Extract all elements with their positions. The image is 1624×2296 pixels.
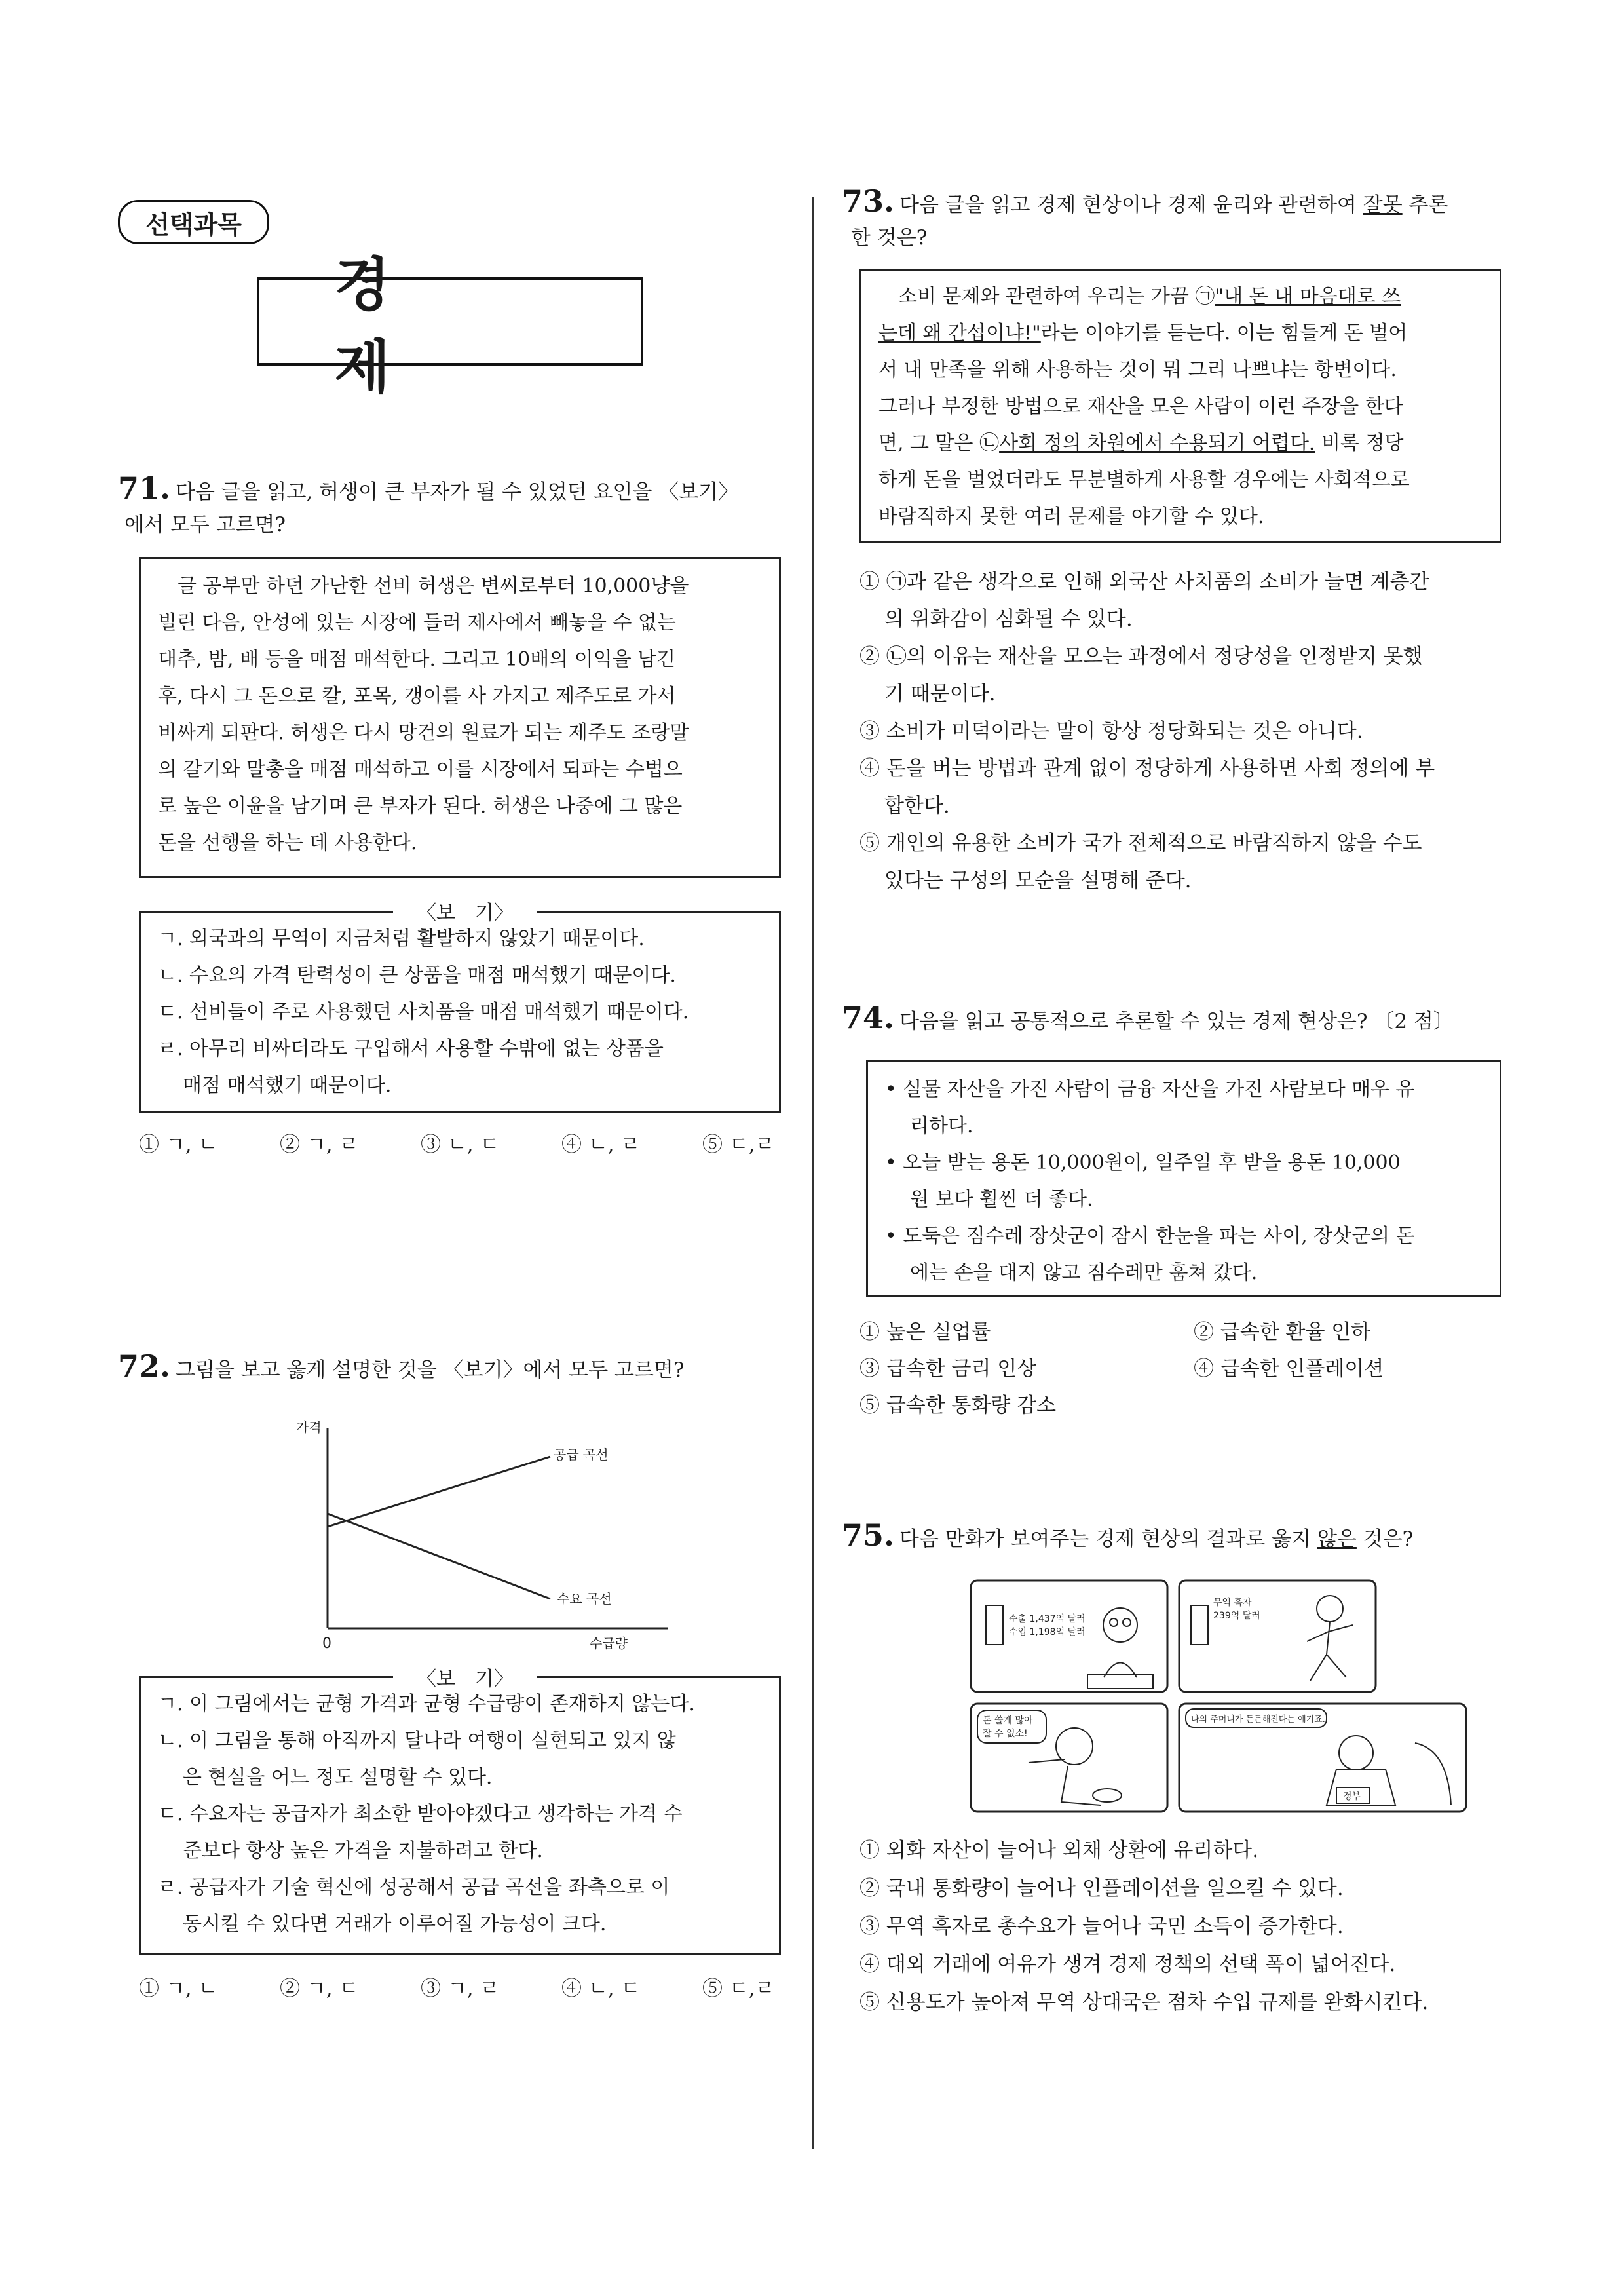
option-3[interactable]: ③ 급속한 금리 인상 [859,1357,1037,1381]
option-2[interactable]: ② ㄱ, ㄷ [280,1977,359,2000]
svg-text:나의 주머니가 든든해진다는 얘기죠.: 나의 주머니가 든든해진다는 얘기죠. [1191,1715,1325,1725]
option-5[interactable]: ⑤ 개인의 유용한 소비가 국가 전체적으로 바람직하지 않을 수도 [859,832,1422,855]
question-72-bogi-box: ㄱ. 이 그림에서는 균형 가격과 균형 수급량이 존재하지 않는다. ㄴ. 이 그림을 통해 아직까지 달나라 여행이 실현되고 있지 않 은 현실을 어느 정도 설명할 수 있다. ㄷ. 수요자는 공급자가 최소한 받아야겠다고 생각하는 가격 수 준보다 항상 높은 가격을 지불하려고 한다. ㄹ. 공급자가 기술 혁신에 성공해서 공급 곡선을 좌측으로 이 동시킬 수 있다면 거래가 이루어질 가능성이 크다. [139,1676,781,1955]
supply-curve-label: 공급 곡선 [554,1447,609,1463]
person-face-icon [1339,1736,1373,1770]
svg-text:잘 수 없소!: 잘 수 없소! [983,1729,1028,1739]
question-72-stem: 72. 그림을 보고 옳게 설명한 것을 〈보기〉에서 모두 고르면? [118,1349,685,1384]
trade-surplus-cartoon [970,1579,1467,1815]
subject-title: 경 제 [257,277,643,366]
demand-curve [328,1514,550,1599]
option-1[interactable]: ① 높은 실업률 [859,1320,991,1344]
question-73-stem: 73. 다음 글을 읽고 경제 현상이나 경제 윤리와 관련하여 잘못 추론 한 것은? [842,183,1448,250]
option-5[interactable]: ⑤ 신용도가 높아져 무역 상대국은 점차 수입 규제를 완화시킨다. [859,1991,1429,2014]
option-2[interactable]: ② ㉡의 이유는 재산을 모으는 과정에서 정당성을 인정받지 못했 [859,645,1423,668]
option-3[interactable]: ③ ㄴ, ㄷ [421,1133,500,1157]
subject-category-badge: 선택과목 [118,200,269,244]
column-divider [812,197,814,2149]
question-71-bogi-box: ㄱ. 외국과의 무역이 지금처럼 활발하지 않았기 때문이다. ㄴ. 수요의 가격 탄력성이 큰 상품을 매점 매석했기 때문이다. ㄷ. 선비들이 주로 사용했던 사치품을 매점 매석했기 때문이다. ㄹ. 아무리 비싸더라도 구입해서 사용할 수밖에 없는 상품을 매점 매석했기 때문이다. [139,911,781,1113]
question-75-stem: 75. 다음 만화가 보여주는 경제 현상의 결과로 옳지 않은 것은? [842,1518,1414,1553]
option-4[interactable]: ④ ㄴ, ㄷ [561,1977,641,2000]
demand-curve-label: 수요 곡선 [557,1591,612,1607]
option-1[interactable]: ① ㄱ, ㄴ [139,1133,218,1157]
question-74-statements: • 실물 자산을 가진 사람이 금융 자산을 가진 사람보다 매우 유 리하다. • 오늘 받는 용돈 10,000원이, 일주일 후 받을 용돈 10,000 원 보다 훨씬 더 좋다. • 도둑은 짐수레 장삿군이 잠시 한눈을 파는 사이, 장삿군의 돈 에는 손을 대지 않고 짐수레만 훔쳐 갔다. [866,1060,1501,1297]
option-5[interactable]: ⑤ 급속한 통화량 감소 [859,1394,1057,1417]
option-1[interactable]: ① ㉠과 같은 생각으로 인해 외국산 사치품의 소비가 늘면 계층간 [859,570,1429,594]
tv-icon [1191,1605,1208,1645]
graph-y-label: 가격 [296,1419,322,1435]
supply-demand-graph [282,1412,675,1655]
svg-text:수출 1,437억 달러: 수출 1,437억 달러 [1009,1614,1086,1624]
person-face-icon [1103,1608,1137,1642]
question-71-passage: 글 공부만 하던 가난한 선비 허생은 변씨로부터 10,000냥을 빌린 다음, 안성에 있는 시장에 들러 제사에서 빼놓을 수 없는 대추, 밤, 배 등을 매점 매석한다. 그리고 10배의 이익을 남긴 후, 다시 그 돈으로 칼, 포목, 갱이를 사 가지고 제주도로 가서 비싸게 되판다. 허생은 다시 망건의 원료가 되는 제주도 조랑말 의 갈기와 말총을 매점 매석하고 이를 시장에서 되파는 수법으 로 높은 이윤을 남기며 큰 부자가 된다. 허생은 나중에 그 많은 돈을 선행을 하는 데 사용한다. [139,557,781,878]
option-2[interactable]: ② 급속한 환율 인하 [1194,1320,1371,1344]
question-71-number: 71. [118,470,171,506]
question-71-options [139,1128,794,1161]
graph-x-label: 수급량 [590,1636,628,1651]
question-74-options [859,1314,1515,1424]
question-74-number: 74. [842,1000,895,1035]
option-1[interactable]: ① ㄱ, ㄴ [139,1977,218,2000]
tv-icon [986,1605,1003,1645]
question-72-options [139,1972,794,2005]
option-5[interactable]: ⑤ ㄷ,ㄹ [702,1977,775,2000]
svg-text:돈 쓸게 많아: 돈 쓸게 많아 [983,1715,1033,1726]
svg-text:정부: 정부 [1343,1791,1361,1802]
question-73-number: 73. [842,183,895,219]
option-1[interactable]: ① 외화 자산이 늘어나 외채 상환에 유리하다. [859,1839,1259,1862]
option-2[interactable]: ② ㄱ, ㄹ [280,1133,359,1157]
svg-text:수입 1,198억 달러: 수입 1,198억 달러 [1009,1627,1086,1637]
supply-curve [328,1457,550,1527]
graph-origin-label: 0 [322,1636,331,1652]
option-4[interactable]: ④ 급속한 인플레이션 [1194,1357,1384,1381]
option-3[interactable]: ③ ㄱ, ㄹ [421,1977,500,2000]
question-71-stem: 71. 다음 글을 읽고, 허생이 큰 부자가 될 수 있었던 요인을 〈보기〉 에서 모두 고르면? [118,470,739,537]
question-73-options: ① ㉠과 같은 생각으로 인해 외국산 사치품의 소비가 늘면 계층간 의 위화감이 심화될 수 있다. ② ㉡의 이유는 재산을 모으는 과정에서 정당성을 인정받지 못했 기 때문이다. ③ 소비가 미덕이라는 말이 항상 정당화되는 것은 아니다. ④ 돈을 버는 방법과 관계 없이 정당하게 사용하면 사회 정의에 부 합한다. ⑤ 개인의 유용한 소비가 국가 전체적으로 바람직하지 않을 수도 있다는 구성의 모순을 설명해 준다. [859,564,1515,900]
question-75-number: 75. [842,1518,895,1553]
question-75-options [859,1831,1515,2021]
question-72-bogi-title: 〈보 기〉 [393,1662,537,1691]
svg-text:무역 흑자: 무역 흑자 [1213,1598,1252,1608]
option-2[interactable]: ② 국내 통화량이 늘어나 인플레이션을 일으킬 수 있다. [859,1877,1344,1900]
option-4[interactable]: ④ ㄴ, ㄹ [561,1133,641,1157]
svg-text:239억 달러: 239억 달러 [1213,1611,1260,1621]
option-3[interactable]: ③ 무역 흑자로 총수요가 늘어나 국민 소득이 증가한다. [859,1915,1344,1938]
option-5[interactable]: ⑤ ㄷ,ㄹ [702,1133,775,1157]
question-72-number: 72. [118,1349,171,1384]
question-73-passage: 소비 문제와 관련하여 우리는 가끔 ㉠"내 돈 내 마음대로 쓰 는데 왜 간섭이냐!"라는 이야기를 듣는다. 이는 힘들게 돈 벌어 서 내 만족을 위해 사용하는 것이 뭐 그리 나쁘냐는 항변이다. 그러나 부정한 방법으로 재산을 모은 사람이 이런 주장을 한다 면, 그 말은 ㉡사회 정의 차원에서 수용되기 어렵다. 비록 정당 하게 돈을 벌었더라도 무분별하게 사용할 경우에는 사회적으로 바람직하지 못한 여러 문제를 야기할 수 있다. [859,269,1501,543]
option-3[interactable]: ③ 소비가 미덕이라는 말이 항상 정당화되는 것은 아니다. [859,719,1363,743]
option-4[interactable]: ④ 돈을 버는 방법과 관계 없이 정당하게 사용하면 사회 정의에 부 [859,757,1435,780]
question-74-stem: 74. 다음을 읽고 공통적으로 추론할 수 있는 경제 현상은? 〔2 점〕 [842,1000,1454,1035]
running-person-icon [1317,1596,1343,1622]
question-71-bogi-title: 〈보 기〉 [393,896,537,925]
option-4[interactable]: ④ 대외 거래에 여유가 생겨 경제 정책의 선택 폭이 넓어진다. [859,1953,1396,1976]
